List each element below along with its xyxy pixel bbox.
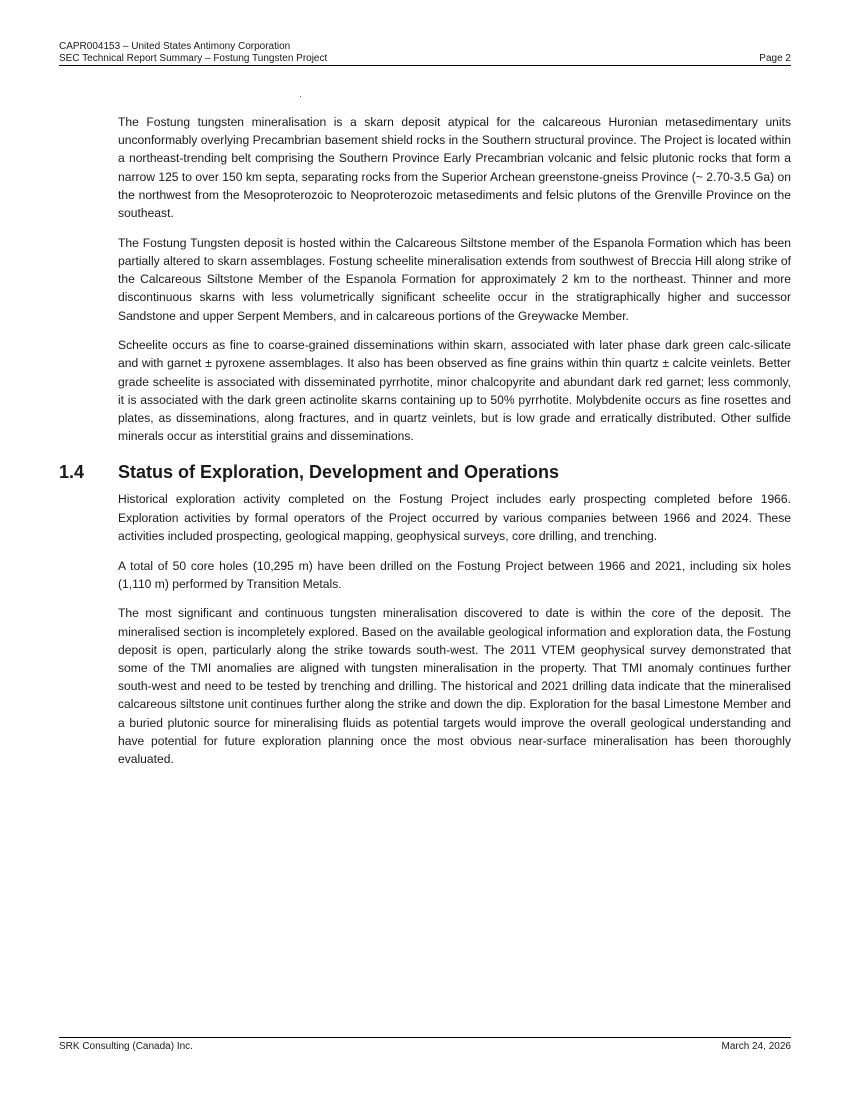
paragraph-exploration-potential: The most significant and continuous tungsten mineralisation discovered to date is within the core of the deposit. The mineralised section is incompletely explored. Based on the available geological information and exploration data, the Fostung deposit is open, particularly along the strike towards south-west. The 2011 VTEM geophysical survey demonstrated that some of the TMI anomalies are aligned with tungsten mineralisation in the property. That TMI anomaly continues further south-west and need to be tested by trenching and drilling. The historical and 2021 drilling data indicate that the mineralised calcareous siltstone unit continues further along the strike and down the dip. Exploration for the basal Limestone Member and a buried plutonic source for mineralising fluids as potential targets would improve the overall geological understanding and have potential for future exploration planning once the most obvious near-surface mineralisation has been thoroughly evaluated. xyxy=(118,606,791,767)
section-heading xyxy=(59,459,791,485)
section-number: 1.4 xyxy=(59,462,85,483)
paragraph-drilling-summary: A total of 50 core holes (10,295 m) have been drilled on the Fostung Project between 1966 and 2021, including six holes (1,110 m) performed by Transition Metals. xyxy=(118,558,791,591)
document-body xyxy=(59,113,791,780)
paragraph-deposit-host: The Fostung Tungsten deposit is hosted within the Calcareous Siltstone member of the Espanola Formation which has been partially altered to skarn assemblages. Fostung scheelite mineralisation extends from southwest of Breccia Hill along strike of the Calcareous Siltstone Member of the Espanola Formation for approximately 2 km to the northeast. Thinner and more discontinuous skarns with less volumetrically significant scheelite occur in the stratigraphically higher and successor Sandstone and upper Serpent Members, and in calcareous portions of the Greywacke Member. xyxy=(118,235,791,323)
page-footer xyxy=(59,1037,791,1053)
page-header xyxy=(59,41,791,66)
section-title: Status of Exploration, Development and Operations xyxy=(118,462,560,483)
header-report-title: SEC Technical Report Summary – Fostung Tungsten Project xyxy=(59,52,328,64)
paragraph-scheelite: Scheelite occurs as fine to coarse-grained disseminations within skarn, associated with later phase dark green calc-silicate and with garnet ± pyroxene assemblages. It also has been observed as fine grains within thin quartz ± calcite veinlets. Better grade scheelite is associated with disseminated pyrrhotite, minor chalcopyrite and abundant dark red garnet; less commonly, it is associated with the dark green actinolite skarns containing up to 50% pyrrhotite. Molybdenite occurs as fine rosettes and plates, as disseminations, along fractures, and in quartz veinlets, but is low grade and erratically distributed. Other sulfide minerals occur as interstitial grains and disseminations. xyxy=(118,338,791,444)
footer-date: March 24, 2026 xyxy=(721,1041,791,1052)
stray-mark xyxy=(300,96,301,97)
footer-company: SRK Consulting (Canada) Inc. xyxy=(59,1041,193,1052)
paragraph-exploration-history: Historical exploration activity completed on the Fostung Project includes early prospecting completed before 1966. Exploration activities by formal operators of the Project occurred by various companies between 1966 and 2024. These activities included prospecting, geological mapping, geophysical surveys, core drilling, and trenching. xyxy=(118,492,791,543)
paragraph-geology-overview: The Fostung tungsten mineralisation is a skarn deposit atypical for the calcareous Huronian metasedimentary units unconformably overlying Precambrian basement shield rocks in the Southern structural province. The Project is located within a northeast-trending belt comprising the Southern Province Early Precambrian volcanic and felsic plutonic rocks that form a narrow 125 to over 150 km septa, separating rocks from the Superior Archean greenstone-gneiss Province (~ 2.70-3.5 Ga) on the northwest from the Mesoproterozoic to Neoproterozoic metasediments and felsic plutons of the Grenville Province on the southeast. xyxy=(118,115,791,221)
header-report-id: CAPR004153 – United States Antimony Corporation xyxy=(59,41,291,52)
page-number: Page 2 xyxy=(759,52,791,64)
